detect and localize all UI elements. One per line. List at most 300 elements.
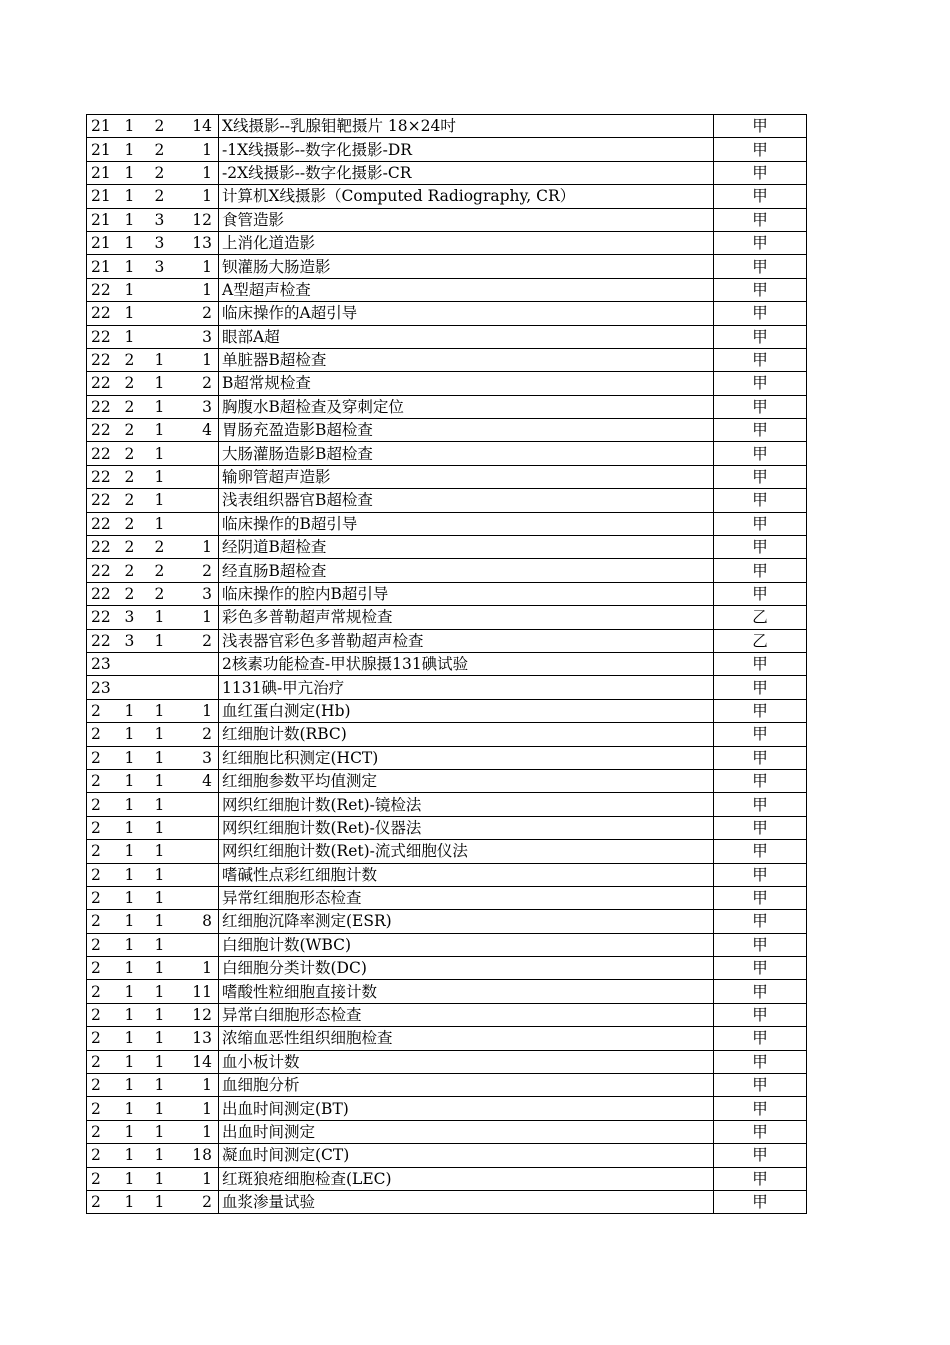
code-part-2-cell: 2 xyxy=(125,512,155,535)
code-part-2-cell: 1 xyxy=(125,1144,155,1167)
code-part-3-cell: 1 xyxy=(155,512,183,535)
item-name-cell: 单脏器B超检查 xyxy=(219,348,714,371)
table-row xyxy=(87,536,807,559)
insurance-grade-cell: 甲 xyxy=(714,559,807,582)
table-row xyxy=(87,559,807,582)
code-part-1-cell: 2 xyxy=(87,1003,125,1026)
table-row xyxy=(87,863,807,886)
table-row xyxy=(87,1050,807,1073)
code-part-1-cell: 22 xyxy=(87,395,125,418)
code-part-1-cell: 2 xyxy=(87,1097,125,1120)
code-part-2-cell: 1 xyxy=(125,933,155,956)
item-name-cell: A型超声检查 xyxy=(219,278,714,301)
item-name-cell: 网织红细胞计数(Ret)-仪器法 xyxy=(219,816,714,839)
table-row xyxy=(87,606,807,629)
item-name-cell: 出血时间测定 xyxy=(219,1120,714,1143)
code-part-3-cell: 1 xyxy=(155,442,183,465)
code-part-4-cell: 12 xyxy=(183,208,219,231)
item-name-cell: 血小板计数 xyxy=(219,1050,714,1073)
code-part-3-cell: 1 xyxy=(155,957,183,980)
table-row xyxy=(87,348,807,371)
code-part-2-cell: 1 xyxy=(125,793,155,816)
code-part-3-cell: 1 xyxy=(155,1050,183,1073)
code-part-1-cell: 22 xyxy=(87,536,125,559)
code-part-4-cell: 1 xyxy=(183,348,219,371)
code-part-4-cell: 1 xyxy=(183,278,219,301)
table-row xyxy=(87,208,807,231)
item-name-cell: 红细胞沉降率测定(ESR) xyxy=(219,910,714,933)
code-part-3-cell: 2 xyxy=(155,115,183,138)
table-row xyxy=(87,489,807,512)
item-name-cell: 红细胞比积测定(HCT) xyxy=(219,746,714,769)
table-row xyxy=(87,1074,807,1097)
code-part-3-cell: 1 xyxy=(155,980,183,1003)
code-part-2-cell: 1 xyxy=(125,1050,155,1073)
code-part-4-cell xyxy=(183,512,219,535)
code-part-4-cell: 2 xyxy=(183,723,219,746)
code-part-2-cell: 1 xyxy=(125,699,155,722)
insurance-grade-cell: 甲 xyxy=(714,1097,807,1120)
table-row xyxy=(87,138,807,161)
code-part-1-cell: 2 xyxy=(87,793,125,816)
item-name-cell: -2X线摄影--数字化摄影-CR xyxy=(219,161,714,184)
code-part-2-cell: 1 xyxy=(125,278,155,301)
code-part-1-cell: 2 xyxy=(87,816,125,839)
item-name-cell: 上消化道造影 xyxy=(219,231,714,254)
code-part-3-cell: 1 xyxy=(155,1167,183,1190)
item-name-cell: 白细胞计数(WBC) xyxy=(219,933,714,956)
code-part-2-cell: 1 xyxy=(125,138,155,161)
code-part-2-cell: 2 xyxy=(125,348,155,371)
item-name-cell: 1131碘-甲亢治疗 xyxy=(219,676,714,699)
code-part-3-cell: 2 xyxy=(155,559,183,582)
code-part-2-cell: 3 xyxy=(125,629,155,652)
code-part-4-cell: 14 xyxy=(183,115,219,138)
code-part-1-cell: 22 xyxy=(87,559,125,582)
code-part-2-cell: 1 xyxy=(125,769,155,792)
code-part-4-cell: 2 xyxy=(183,1190,219,1213)
table-row xyxy=(87,886,807,909)
code-part-3-cell: 1 xyxy=(155,372,183,395)
code-part-1-cell: 22 xyxy=(87,419,125,442)
table-row xyxy=(87,1144,807,1167)
code-part-4-cell: 18 xyxy=(183,1144,219,1167)
code-part-3-cell: 1 xyxy=(155,419,183,442)
fee-item-table xyxy=(86,114,807,1214)
table-row xyxy=(87,1027,807,1050)
table-row xyxy=(87,933,807,956)
insurance-grade-cell: 甲 xyxy=(714,723,807,746)
insurance-grade-cell: 甲 xyxy=(714,1050,807,1073)
insurance-grade-cell: 甲 xyxy=(714,582,807,605)
item-name-cell: 临床操作的A超引导 xyxy=(219,302,714,325)
table-body xyxy=(87,115,807,1214)
insurance-grade-cell: 甲 xyxy=(714,910,807,933)
table-row xyxy=(87,255,807,278)
insurance-grade-cell: 甲 xyxy=(714,652,807,675)
code-part-3-cell: 1 xyxy=(155,886,183,909)
code-part-3-cell: 3 xyxy=(155,208,183,231)
code-part-3-cell: 2 xyxy=(155,138,183,161)
code-part-4-cell: 2 xyxy=(183,629,219,652)
item-name-cell: 异常白细胞形态检查 xyxy=(219,1003,714,1026)
table-row xyxy=(87,325,807,348)
insurance-grade-cell: 乙 xyxy=(714,606,807,629)
code-part-1-cell: 2 xyxy=(87,980,125,1003)
code-part-2-cell: 1 xyxy=(125,957,155,980)
code-part-1-cell: 22 xyxy=(87,465,125,488)
code-part-4-cell: 1 xyxy=(183,185,219,208)
insurance-grade-cell: 甲 xyxy=(714,863,807,886)
item-name-cell: 血细胞分析 xyxy=(219,1074,714,1097)
code-part-4-cell: 2 xyxy=(183,302,219,325)
insurance-grade-cell: 甲 xyxy=(714,536,807,559)
insurance-grade-cell: 甲 xyxy=(714,255,807,278)
code-part-2-cell: 2 xyxy=(125,582,155,605)
code-part-1-cell: 22 xyxy=(87,325,125,348)
item-name-cell: 红细胞计数(RBC) xyxy=(219,723,714,746)
code-part-3-cell xyxy=(155,325,183,348)
table-row xyxy=(87,278,807,301)
insurance-grade-cell: 甲 xyxy=(714,442,807,465)
code-part-3-cell: 1 xyxy=(155,816,183,839)
insurance-grade-cell: 甲 xyxy=(714,980,807,1003)
insurance-grade-cell: 甲 xyxy=(714,957,807,980)
table-row xyxy=(87,419,807,442)
item-name-cell: B超常规检查 xyxy=(219,372,714,395)
table-row xyxy=(87,1120,807,1143)
code-part-1-cell: 23 xyxy=(87,652,125,675)
code-part-1-cell: 22 xyxy=(87,629,125,652)
code-part-2-cell xyxy=(125,652,155,675)
table-row xyxy=(87,629,807,652)
item-name-cell: 浓缩血恶性组织细胞检查 xyxy=(219,1027,714,1050)
item-name-cell: 钡灌肠大肠造影 xyxy=(219,255,714,278)
code-part-4-cell xyxy=(183,676,219,699)
insurance-grade-cell: 甲 xyxy=(714,1074,807,1097)
item-name-cell: 输卵管超声造影 xyxy=(219,465,714,488)
insurance-grade-cell: 甲 xyxy=(714,278,807,301)
code-part-4-cell: 1 xyxy=(183,1074,219,1097)
code-part-3-cell: 1 xyxy=(155,769,183,792)
insurance-grade-cell: 甲 xyxy=(714,302,807,325)
insurance-grade-cell: 甲 xyxy=(714,886,807,909)
code-part-2-cell: 1 xyxy=(125,1120,155,1143)
code-part-4-cell xyxy=(183,489,219,512)
code-part-3-cell: 1 xyxy=(155,395,183,418)
code-part-4-cell: 1 xyxy=(183,255,219,278)
insurance-grade-cell: 甲 xyxy=(714,489,807,512)
table-row xyxy=(87,980,807,1003)
code-part-2-cell: 1 xyxy=(125,1027,155,1050)
code-part-2-cell: 1 xyxy=(125,231,155,254)
code-part-1-cell: 23 xyxy=(87,676,125,699)
code-part-1-cell: 2 xyxy=(87,746,125,769)
insurance-grade-cell: 甲 xyxy=(714,816,807,839)
table-row xyxy=(87,372,807,395)
code-part-3-cell: 1 xyxy=(155,1144,183,1167)
code-part-1-cell: 2 xyxy=(87,769,125,792)
code-part-1-cell: 21 xyxy=(87,231,125,254)
code-part-3-cell xyxy=(155,676,183,699)
code-part-2-cell: 1 xyxy=(125,1167,155,1190)
code-part-4-cell: 13 xyxy=(183,1027,219,1050)
item-name-cell: 异常红细胞形态检查 xyxy=(219,886,714,909)
code-part-4-cell: 1 xyxy=(183,957,219,980)
code-part-1-cell: 22 xyxy=(87,606,125,629)
table-row xyxy=(87,723,807,746)
code-part-3-cell: 1 xyxy=(155,910,183,933)
code-part-3-cell: 1 xyxy=(155,1190,183,1213)
code-part-4-cell: 12 xyxy=(183,1003,219,1026)
code-part-1-cell: 2 xyxy=(87,1027,125,1050)
code-part-4-cell xyxy=(183,886,219,909)
code-part-2-cell: 3 xyxy=(125,606,155,629)
table-row xyxy=(87,465,807,488)
code-part-2-cell: 2 xyxy=(125,489,155,512)
insurance-grade-cell: 甲 xyxy=(714,419,807,442)
code-part-1-cell: 21 xyxy=(87,161,125,184)
insurance-grade-cell: 甲 xyxy=(714,138,807,161)
insurance-grade-cell: 甲 xyxy=(714,746,807,769)
code-part-2-cell: 1 xyxy=(125,723,155,746)
table-row xyxy=(87,676,807,699)
insurance-grade-cell: 甲 xyxy=(714,465,807,488)
code-part-1-cell: 21 xyxy=(87,138,125,161)
insurance-grade-cell: 甲 xyxy=(714,840,807,863)
insurance-grade-cell: 甲 xyxy=(714,1003,807,1026)
code-part-2-cell: 1 xyxy=(125,1097,155,1120)
code-part-4-cell: 3 xyxy=(183,582,219,605)
code-part-1-cell: 22 xyxy=(87,489,125,512)
code-part-3-cell: 1 xyxy=(155,606,183,629)
item-name-cell: 胃肠充盈造影B超检查 xyxy=(219,419,714,442)
table-row xyxy=(87,115,807,138)
code-part-3-cell: 2 xyxy=(155,185,183,208)
code-part-4-cell xyxy=(183,442,219,465)
code-part-4-cell: 4 xyxy=(183,769,219,792)
code-part-3-cell: 1 xyxy=(155,1120,183,1143)
item-name-cell: 红斑狼疮细胞检查(LEC) xyxy=(219,1167,714,1190)
code-part-3-cell: 1 xyxy=(155,840,183,863)
code-part-3-cell xyxy=(155,278,183,301)
code-part-3-cell: 1 xyxy=(155,863,183,886)
code-part-3-cell: 1 xyxy=(155,348,183,371)
code-part-1-cell: 22 xyxy=(87,278,125,301)
code-part-3-cell: 2 xyxy=(155,582,183,605)
code-part-2-cell: 2 xyxy=(125,536,155,559)
code-part-3-cell xyxy=(155,652,183,675)
item-name-cell: 出血时间测定(BT) xyxy=(219,1097,714,1120)
insurance-grade-cell: 甲 xyxy=(714,231,807,254)
table-row xyxy=(87,582,807,605)
table-row xyxy=(87,910,807,933)
code-part-3-cell: 1 xyxy=(155,746,183,769)
code-part-1-cell: 22 xyxy=(87,442,125,465)
code-part-1-cell: 21 xyxy=(87,255,125,278)
code-part-3-cell: 3 xyxy=(155,255,183,278)
code-part-1-cell: 21 xyxy=(87,208,125,231)
insurance-grade-cell: 甲 xyxy=(714,933,807,956)
item-name-cell: 2核素功能检查-甲状腺摄131碘试验 xyxy=(219,652,714,675)
item-name-cell: -1X线摄影--数字化摄影-DR xyxy=(219,138,714,161)
code-part-4-cell xyxy=(183,652,219,675)
table-row xyxy=(87,840,807,863)
item-name-cell: 嗜酸性粒细胞直接计数 xyxy=(219,980,714,1003)
table-row xyxy=(87,957,807,980)
code-part-2-cell: 2 xyxy=(125,372,155,395)
code-part-4-cell: 13 xyxy=(183,231,219,254)
code-part-4-cell: 2 xyxy=(183,372,219,395)
item-name-cell: 浅表组织器官B超检查 xyxy=(219,489,714,512)
insurance-grade-cell: 甲 xyxy=(714,793,807,816)
code-part-2-cell: 2 xyxy=(125,559,155,582)
insurance-grade-cell: 甲 xyxy=(714,325,807,348)
code-part-2-cell: 1 xyxy=(125,208,155,231)
insurance-grade-cell: 甲 xyxy=(714,1190,807,1213)
code-part-4-cell: 8 xyxy=(183,910,219,933)
code-part-1-cell: 22 xyxy=(87,348,125,371)
code-part-2-cell: 2 xyxy=(125,465,155,488)
code-part-3-cell: 1 xyxy=(155,629,183,652)
code-part-4-cell: 11 xyxy=(183,980,219,1003)
code-part-3-cell xyxy=(155,302,183,325)
code-part-4-cell: 1 xyxy=(183,606,219,629)
code-part-2-cell: 1 xyxy=(125,1003,155,1026)
insurance-grade-cell: 乙 xyxy=(714,629,807,652)
code-part-4-cell: 4 xyxy=(183,419,219,442)
code-part-3-cell: 1 xyxy=(155,723,183,746)
code-part-4-cell: 1 xyxy=(183,161,219,184)
item-name-cell: 彩色多普勒超声常规检查 xyxy=(219,606,714,629)
code-part-3-cell: 1 xyxy=(155,1027,183,1050)
code-part-1-cell: 2 xyxy=(87,863,125,886)
code-part-3-cell: 2 xyxy=(155,161,183,184)
code-part-1-cell: 21 xyxy=(87,185,125,208)
code-part-2-cell: 1 xyxy=(125,840,155,863)
insurance-grade-cell: 甲 xyxy=(714,185,807,208)
code-part-4-cell xyxy=(183,840,219,863)
code-part-4-cell xyxy=(183,793,219,816)
code-part-4-cell: 1 xyxy=(183,1097,219,1120)
insurance-grade-cell: 甲 xyxy=(714,372,807,395)
code-part-1-cell: 2 xyxy=(87,1190,125,1213)
table-row xyxy=(87,512,807,535)
code-part-3-cell: 2 xyxy=(155,536,183,559)
item-name-cell: 网织红细胞计数(Ret)-流式细胞仪法 xyxy=(219,840,714,863)
insurance-grade-cell: 甲 xyxy=(714,699,807,722)
table-row xyxy=(87,442,807,465)
insurance-grade-cell: 甲 xyxy=(714,1120,807,1143)
code-part-4-cell xyxy=(183,863,219,886)
insurance-grade-cell: 甲 xyxy=(714,1144,807,1167)
code-part-4-cell xyxy=(183,465,219,488)
item-name-cell: 血浆渗量试验 xyxy=(219,1190,714,1213)
code-part-2-cell: 1 xyxy=(125,746,155,769)
table-row xyxy=(87,185,807,208)
code-part-1-cell: 2 xyxy=(87,957,125,980)
code-part-2-cell: 1 xyxy=(125,886,155,909)
code-part-2-cell: 1 xyxy=(125,816,155,839)
table-row xyxy=(87,793,807,816)
code-part-1-cell: 22 xyxy=(87,582,125,605)
code-part-1-cell: 2 xyxy=(87,1050,125,1073)
code-part-4-cell: 3 xyxy=(183,746,219,769)
code-part-4-cell: 1 xyxy=(183,536,219,559)
code-part-1-cell: 22 xyxy=(87,512,125,535)
code-part-2-cell: 2 xyxy=(125,442,155,465)
table-row xyxy=(87,1190,807,1213)
code-part-2-cell: 1 xyxy=(125,115,155,138)
insurance-grade-cell: 甲 xyxy=(714,1167,807,1190)
code-part-2-cell: 1 xyxy=(125,185,155,208)
code-part-1-cell: 2 xyxy=(87,1074,125,1097)
table-row xyxy=(87,231,807,254)
insurance-grade-cell: 甲 xyxy=(714,1027,807,1050)
code-part-2-cell: 1 xyxy=(125,302,155,325)
code-part-1-cell: 21 xyxy=(87,115,125,138)
item-name-cell: 经直肠B超检查 xyxy=(219,559,714,582)
code-part-3-cell: 1 xyxy=(155,465,183,488)
item-name-cell: 红细胞参数平均值测定 xyxy=(219,769,714,792)
code-part-1-cell: 2 xyxy=(87,699,125,722)
code-part-2-cell xyxy=(125,676,155,699)
code-part-3-cell: 1 xyxy=(155,1074,183,1097)
code-part-2-cell: 1 xyxy=(125,325,155,348)
code-part-3-cell: 1 xyxy=(155,933,183,956)
insurance-grade-cell: 甲 xyxy=(714,348,807,371)
item-name-cell: 血红蛋白测定(Hb) xyxy=(219,699,714,722)
item-name-cell: 胸腹水B超检查及穿刺定位 xyxy=(219,395,714,418)
code-part-1-cell: 2 xyxy=(87,886,125,909)
code-part-4-cell: 3 xyxy=(183,325,219,348)
code-part-1-cell: 22 xyxy=(87,372,125,395)
code-part-2-cell: 1 xyxy=(125,255,155,278)
item-name-cell: 浅表器官彩色多普勒超声检查 xyxy=(219,629,714,652)
code-part-1-cell: 2 xyxy=(87,1167,125,1190)
table-row xyxy=(87,746,807,769)
code-part-4-cell: 1 xyxy=(183,1167,219,1190)
item-name-cell: 计算机X线摄影（Computed Radiography, CR） xyxy=(219,185,714,208)
code-part-4-cell: 1 xyxy=(183,1120,219,1143)
code-part-3-cell: 1 xyxy=(155,1003,183,1026)
code-part-1-cell: 2 xyxy=(87,1144,125,1167)
table-row xyxy=(87,769,807,792)
code-part-2-cell: 1 xyxy=(125,910,155,933)
code-part-3-cell: 3 xyxy=(155,231,183,254)
code-part-3-cell: 1 xyxy=(155,489,183,512)
code-part-1-cell: 2 xyxy=(87,840,125,863)
item-name-cell: 经阴道B超检查 xyxy=(219,536,714,559)
table-row xyxy=(87,652,807,675)
table-row xyxy=(87,1167,807,1190)
table-row xyxy=(87,1003,807,1026)
table-row xyxy=(87,161,807,184)
code-part-1-cell: 2 xyxy=(87,1120,125,1143)
code-part-4-cell: 1 xyxy=(183,138,219,161)
code-part-1-cell: 2 xyxy=(87,910,125,933)
item-name-cell: 嗜碱性点彩红细胞计数 xyxy=(219,863,714,886)
code-part-2-cell: 1 xyxy=(125,980,155,1003)
item-name-cell: 临床操作的B超引导 xyxy=(219,512,714,535)
item-name-cell: X线摄影--乳腺钼靶摄片 18×24吋 xyxy=(219,115,714,138)
code-part-3-cell: 1 xyxy=(155,1097,183,1120)
item-name-cell: 凝血时间测定(CT) xyxy=(219,1144,714,1167)
insurance-grade-cell: 甲 xyxy=(714,208,807,231)
table-row xyxy=(87,395,807,418)
insurance-grade-cell: 甲 xyxy=(714,769,807,792)
code-part-2-cell: 1 xyxy=(125,863,155,886)
